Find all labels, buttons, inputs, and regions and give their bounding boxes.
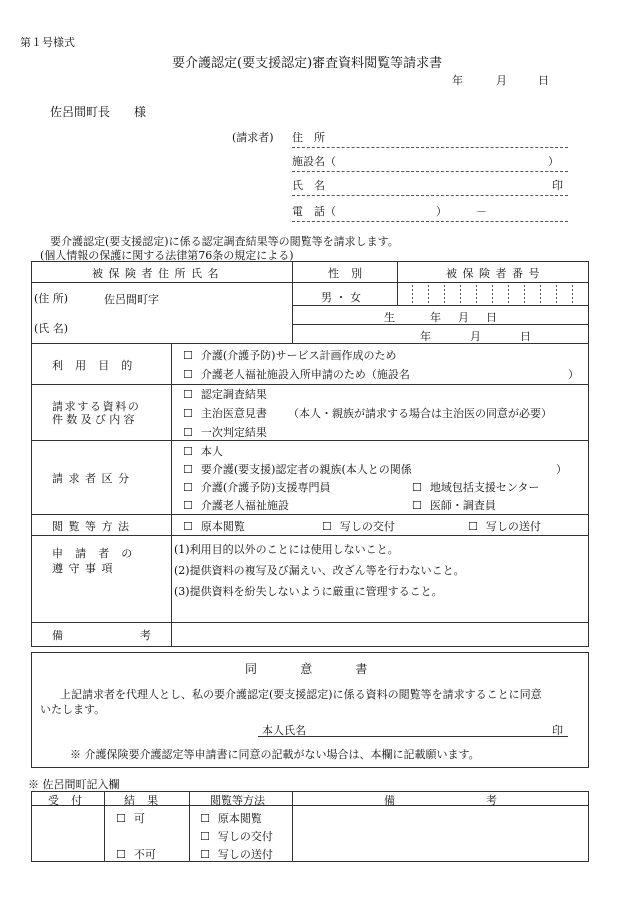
method-label: 閲覧等方法 [52,520,135,533]
document-title: 要介護認定(要支援認定)審査資料閲覧等請求書 [172,56,443,71]
date-year: 年 [452,74,463,87]
method-original[interactable] [183,518,245,534]
office-col-result: 結果 [124,794,171,807]
address-field-label: (住 所) [34,292,69,305]
checkbox-icon[interactable]: ☐ [468,520,478,533]
birth-day: 日 [486,311,497,324]
purpose-option-label: 介護(介護予防)サービス計画作成のため [200,349,397,362]
purpose-label: 利用目的 [52,359,145,372]
compliance-item: (1)利用目的以外のことには使用しないこと。 [174,543,399,556]
checkbox-icon[interactable]: ☐ [183,520,193,533]
checkbox-icon[interactable]: ☐ [183,499,193,512]
requester-type-option-label: 本人 [200,445,223,458]
requester-type-relative[interactable] [183,461,412,477]
requester-type-doctor[interactable] [412,497,496,513]
requester-type-center[interactable] [412,479,539,495]
checkbox-icon[interactable]: ☐ [116,848,126,861]
requester-type-option-label: 医師・調査員 [429,499,496,512]
checkbox-icon[interactable]: ☐ [183,368,193,381]
consent-seal: 印 [552,724,563,737]
name-field-label: (氏 名) [34,322,69,335]
requester-facility-label: 施設名（ [292,155,336,168]
birth-month: 月 [458,311,469,324]
intro-legal-basis: (個人情報の保護に関する法律第76条の規定による) [40,249,294,262]
phone-dash: － [476,205,487,218]
requester-type-specialist[interactable] [183,479,330,495]
checkbox-icon[interactable]: ☐ [412,499,422,512]
date-month-2: 月 [470,330,481,343]
office-result-no[interactable] [116,846,156,862]
requester-type-option-label: 介護(介護予防)支援専門員 [200,481,331,494]
material-option-label: 認定調査結果 [200,388,267,401]
requester-seal: 印 [552,179,563,192]
office-method-copy-issue[interactable] [200,828,273,844]
checkbox-icon[interactable]: ☐ [183,445,193,458]
checkbox-icon[interactable]: ☐ [412,481,422,494]
addressee-honorific: 様 [134,105,147,119]
requester-type-facility[interactable] [183,497,289,513]
office-method-label: 原本閲覧 [217,812,262,825]
checkbox-icon[interactable]: ☐ [183,463,193,476]
checkbox-icon[interactable]: ☐ [200,812,210,825]
consent-body-line1: 上記請求者を代理人とし、私の要介護認定(要支援認定)に係る資料の閲覧等を請求することに同意 [60,688,542,701]
material-option-survey[interactable] [183,386,267,402]
compliance-item: (2)提供資料の複写及び漏えい、改ざん等を行わないこと。 [174,564,465,577]
birth-label: 生 [384,311,395,324]
method-option-label: 写しの交付 [339,520,395,533]
gender-choice[interactable]: 男 ・ 女 [321,291,361,304]
consent-body-line2: いたします。 [40,703,106,716]
material-option-primary-judgment[interactable] [183,424,267,440]
date-month: 月 [496,74,507,87]
relative-close: ） [556,463,567,476]
remarks-label-char-2: 考 [140,629,151,642]
checkbox-icon[interactable]: ☐ [116,812,126,825]
office-result-label: 不可 [133,848,156,861]
checkbox-icon[interactable]: ☐ [200,848,210,861]
checkbox-icon[interactable]: ☐ [183,388,193,401]
material-option-doctor-opinion[interactable] [183,405,267,421]
office-col-received: 受付 [48,794,95,807]
insured-number-header: 被保険者番号 [446,267,545,280]
material-option-label: 主治医意見書 [200,407,267,420]
office-col-remarks-2: 考 [486,794,497,807]
checkbox-icon[interactable]: ☐ [322,520,332,533]
requester-address-label: 住 所 [292,131,325,144]
date-day: 日 [538,74,549,87]
checkbox-icon[interactable]: ☐ [183,349,193,362]
date-year-2: 年 [420,330,431,343]
materials-label-1: 請求する資料の [52,400,141,413]
office-col-method: 閲覧等方法 [210,794,265,807]
gender-header: 性別 [328,267,375,280]
requester-type-option-label: 地域包括支援センター [429,481,540,494]
purpose-close: ） [568,368,579,381]
purpose-option-label: 介護老人福祉施設入所申請のため（施設名 [200,368,410,381]
requester-label: (請求者) [232,131,274,144]
phone-mid: ） [436,205,447,218]
checkbox-icon[interactable]: ☐ [183,426,193,439]
insured-header: 被保険者住所氏名 [92,267,224,280]
requester-type-option-label: 要介護(要支援)認定者の親族(本人との関係 [200,463,412,476]
intro-text: 要介護認定(要支援認定)に係る認定調査結果等の閲覧等を請求します。 [50,235,399,248]
compliance-label-2: 遵守事項 [52,562,118,575]
office-method-original[interactable] [200,810,262,826]
compliance-item: (3)提供資料を紛失しないように厳重に管理すること。 [174,585,443,598]
facility-close: ） [548,155,559,168]
office-result-label: 可 [133,812,145,825]
materials-label-2: 件数及び内容 [52,413,138,426]
office-method-copy-mail[interactable] [200,846,273,862]
method-option-label: 原本閲覧 [200,520,245,533]
method-option-label: 写しの送付 [485,520,541,533]
office-section-title: ※ 佐呂間町記入欄 [28,778,120,791]
purpose-option-care-plan[interactable] [183,347,396,363]
requester-type-option-label: 介護老人福祉施設 [200,499,289,512]
consent-signer-label: 本人氏名 [262,724,306,737]
checkbox-icon[interactable]: ☐ [183,407,193,420]
purpose-option-facility[interactable] [183,366,410,382]
office-result-yes[interactable] [116,810,145,826]
birth-year: 年 [430,311,441,324]
checkbox-icon[interactable]: ☐ [183,481,193,494]
method-copy-issue[interactable] [322,518,395,534]
office-col-remarks-1: 備 [384,794,395,807]
addressee: 佐呂間町長 [50,105,111,119]
checkbox-icon[interactable]: ☐ [200,830,210,843]
material-option-label: 一次判定結果 [200,426,267,439]
requester-type-label: 請求者区分 [52,472,135,485]
method-copy-mail[interactable] [468,518,541,534]
doctor-consent-note: （本人・親族が請求する場合は主治医の同意が必要） [288,407,552,420]
address-field-value[interactable]: 佐呂間町字 [104,293,159,306]
office-method-label: 写しの交付 [217,830,273,843]
requester-name-label: 氏 名 [292,179,325,192]
requester-phone-label: 電 話（ [292,205,336,218]
consent-note: ※ 介護保険要介護認定等申請書に同意の記載がない場合は、本欄に記載願います。 [70,748,480,761]
consent-title: 同意書 [245,662,411,676]
remarks-label-char-1: 備 [52,629,63,642]
date-day-2: 日 [520,330,531,343]
office-method-label: 写しの送付 [217,848,273,861]
form-number: 第１号様式 [20,36,75,49]
compliance-label-1: 申請者の [52,547,145,560]
requester-type-self[interactable] [183,443,223,459]
